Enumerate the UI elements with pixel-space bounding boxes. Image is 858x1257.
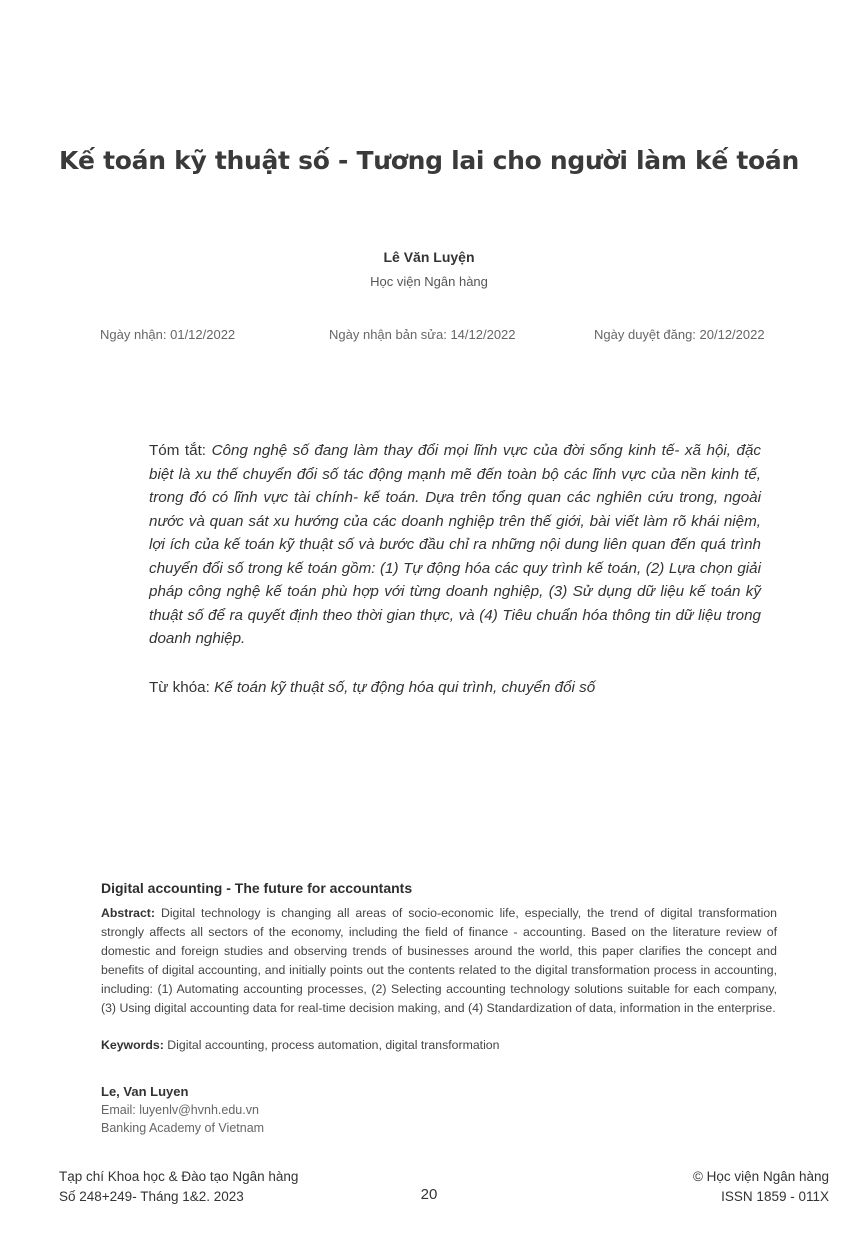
abstract-vietnamese xyxy=(149,439,761,651)
keywords-vietnamese xyxy=(149,676,761,700)
abstract-en-label: Abstract: xyxy=(101,906,155,920)
keywords-vn-label: Từ khóa: xyxy=(149,679,210,696)
copyright: © Học viện Ngân hàng xyxy=(692,1169,829,1184)
keywords-en-text: Digital accounting, process automation, digital transformation xyxy=(167,1038,500,1052)
issn: ISSN 1859 - 011X xyxy=(721,1189,829,1204)
abstract-english xyxy=(101,904,777,1018)
keywords-vn-text: Kế toán kỹ thuật số, tự động hóa qui trình, chuyển đổi số xyxy=(214,679,596,696)
revised-date: Ngày nhận bản sửa: 14/12/2022 xyxy=(329,327,516,342)
keywords-english xyxy=(101,1036,500,1055)
page-number: 20 xyxy=(420,1186,438,1203)
abstract-vn-label: Tóm tắt: xyxy=(149,442,207,459)
journal-name: Tạp chí Khoa học & Đào tạo Ngân hàng xyxy=(59,1169,299,1184)
accepted-date: Ngày duyệt đăng: 20/12/2022 xyxy=(594,327,765,342)
article-title: Kế toán kỹ thuật số - Tương lai cho người làm kế toán xyxy=(58,146,799,175)
english-title: Digital accounting - The future for accountants xyxy=(101,880,413,896)
abstract-en-text: Digital technology is changing all areas of socio-economic life, especially, the trend of digital transformation strongly affects all sectors of the economy, including the field of finance - accounting. Based on the literature review of domestic and foreign studies and observing trends of businesses around the world, this paper clarifies the concept and benefits of digital accounting, and initially points out the contents related to the digital transformation process in accounting, including: (1) Automating accounting processes, (2) Selecting accounting technology solutions suitable for each company, (3) Using digital accounting data for real-time decision making, and (4) Standardization of data, information in the enterprise. xyxy=(101,906,778,1015)
keywords-en-label: Keywords: xyxy=(101,1038,164,1052)
journal-issue: Số 248+249- Tháng 1&2. 2023 xyxy=(59,1189,244,1204)
author-institution: Banking Academy of Vietnam xyxy=(101,1121,265,1135)
author-info-name: Le, Van Luyen xyxy=(101,1084,189,1099)
author-email: Email: luyenlv@hvnh.edu.vn xyxy=(101,1103,259,1117)
abstract-vn-text: Công nghệ số đang làm thay đổi mọi lĩnh vực của đời sống kinh tế- xã hội, đặc biệt là xu thế chuyển đổi số tác động mạnh mẽ đến toàn bộ các lĩnh vực của nền kinh tế, trong đó có lĩnh vực tài chính- kế toán. Dựa trên tổng quan các nghiên cứu trong, ngoài nước và quan sát xu hướng của các doanh nghiệp trên thế giới, bài viết làm rõ khái niệm, lợi ích của kế toán kỹ thuật số và bước đầu chỉ ra những nội dung liên quan đến quá trình chuyển đổi số trong kế toán gồm: (1) Tự động hóa các quy trình kế toán, (2) Lựa chọn giải pháp công nghệ kế toán phù hợp với từng doanh nghiệp, (3) Sử dụng dữ liệu kế toán kỹ thuật số để ra quyết định theo thời gian thực, và (4) Tiêu chuẩn hóa thông tin dữ liệu trong doanh nghiệp. xyxy=(149,442,762,647)
author-name: Lê Văn Luyện xyxy=(383,249,475,265)
received-date: Ngày nhận: 01/12/2022 xyxy=(100,327,236,342)
author-affiliation: Học viện Ngân hàng xyxy=(370,274,488,289)
